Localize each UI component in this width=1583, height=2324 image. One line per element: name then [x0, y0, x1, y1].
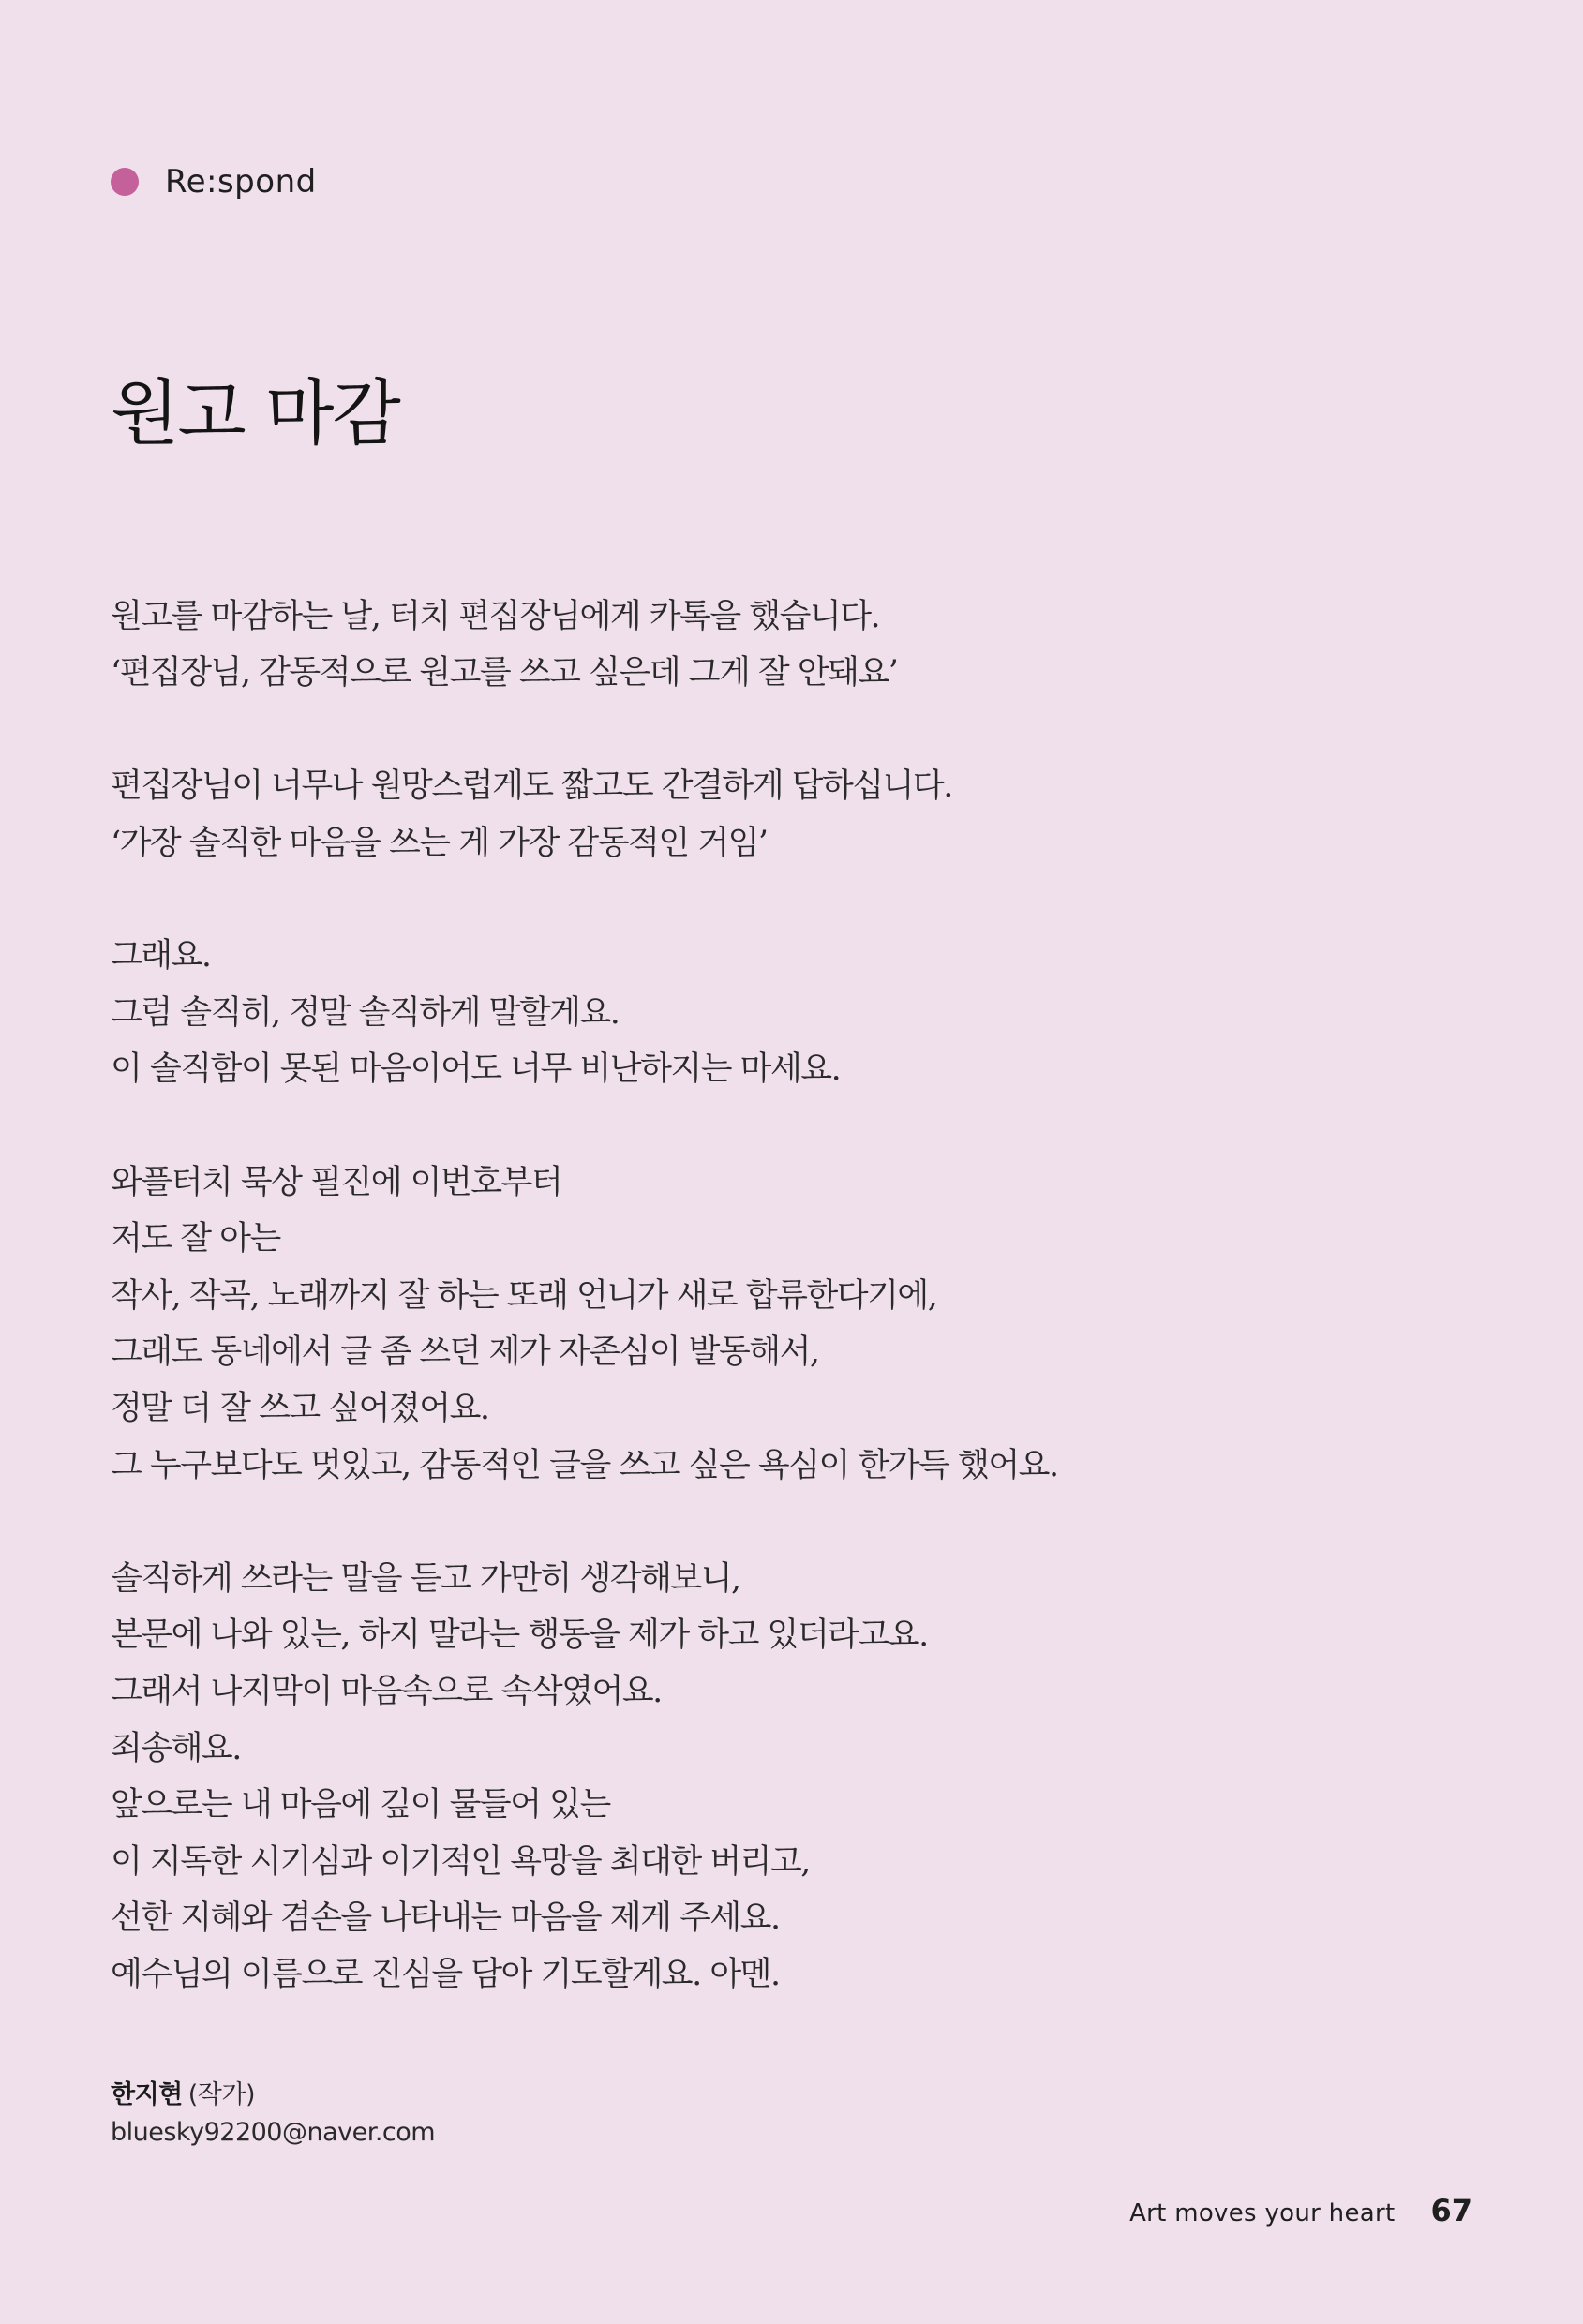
body-line: 작사, 작곡, 노래까지 잘 하는 또래 언니가 새로 합류한다기에,	[111, 1276, 937, 1315]
author-email[interactable]: bluesky92200@naver.com	[111, 2118, 436, 2147]
body-line: 죄송해요.	[111, 1729, 241, 1767]
page-title: 원고 마감	[111, 371, 399, 454]
body-line: 그래요.	[111, 937, 211, 976]
author-byline	[111, 2077, 435, 2114]
author-name: 한지현	[111, 2080, 183, 2109]
body-line: 솔직하게 쓰라는 말을 듣고 가만히 생각해보니,	[111, 1559, 740, 1598]
article-body	[111, 588, 1235, 2004]
body-line: 정말 더 잘 쓰고 싶어졌어요.	[111, 1390, 489, 1428]
body-line: 이 솔직함이 못된 마음이어도 너무 비난하지는 마세요.	[111, 1050, 841, 1089]
body-line: 저도 잘 아는	[111, 1220, 280, 1259]
body-line: 그럼 솔직히, 정말 솔직하게 말할게요.	[111, 993, 620, 1032]
body-line: 그래도 동네에서 글 좀 쓰던 제가 자존심이 발동해서,	[111, 1333, 819, 1372]
body-line: 그 누구보다도 멋있고, 감동적인 글을 쓰고 싶은 욕심이 한가득 했어요.	[111, 1446, 1058, 1484]
page-number: 67	[1430, 2193, 1472, 2228]
body-line: 원고를 마감하는 날, 터치 편집장님에게 카톡을 했습니다.	[111, 598, 880, 635]
paragraph-gap	[111, 702, 1235, 758]
paragraph-gap	[111, 1494, 1235, 1550]
body-line: ‘편집장님, 감동적으로 원고를 쓰고 싶은데 그게 잘 안돼요’	[111, 654, 898, 693]
section-dot-icon	[111, 168, 139, 196]
footer-slogan: Art moves your heart	[1129, 2199, 1396, 2227]
body-line: 예수님의 이름으로 진심을 담아 기도할게요. 아멘.	[111, 1956, 780, 1994]
body-line: 이 지독한 시기심과 이기적인 욕망을 최대한 버리고,	[111, 1842, 810, 1881]
body-line: ‘가장 솔직한 마음을 쓰는 게 가장 감동적인 거임’	[111, 824, 768, 862]
body-line: 그래서 나지막이 마음속으로 속삭였어요.	[111, 1673, 662, 1711]
paragraph-gap	[111, 872, 1235, 928]
author-role: (작가)	[187, 2080, 255, 2109]
page-footer	[1129, 2193, 1472, 2228]
body-line: 와플터치 묵상 필진에 이번호부터	[111, 1163, 562, 1201]
section-tag	[111, 157, 317, 206]
section-label: Re:spond	[165, 163, 317, 201]
body-line: 선한 지혜와 겸손을 나타내는 마음을 제게 주세요.	[111, 1899, 780, 1937]
paragraph-gap	[111, 1098, 1235, 1155]
body-line: 본문에 나와 있는, 하지 말라는 행동을 제가 하고 있더라고요.	[111, 1616, 928, 1655]
body-line: 앞으로는 내 마음에 깊이 물들어 있는	[111, 1786, 610, 1825]
body-line: 편집장님이 너무나 원망스럽게도 짧고도 간결하게 답하십니다.	[111, 767, 952, 806]
author-block	[111, 2077, 435, 2152]
